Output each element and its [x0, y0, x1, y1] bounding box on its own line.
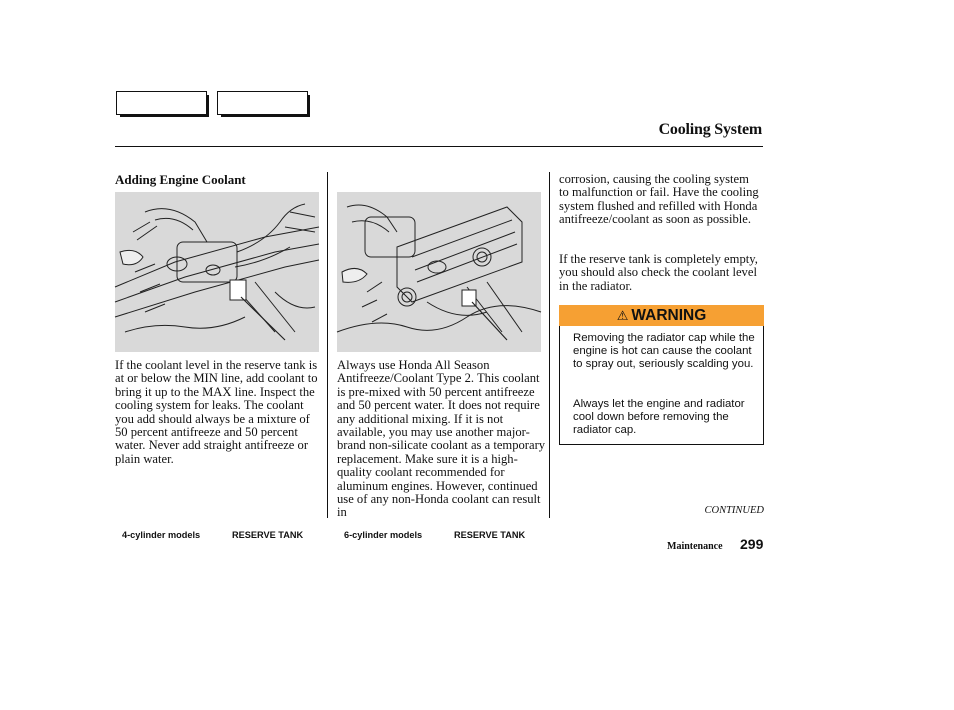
figure-caption-left: 4-cylinder models [122, 530, 201, 540]
nav-tab-2[interactable] [217, 91, 308, 115]
body-paragraph: corrosion, causing the cooling system to malfunction or fail. Have the cooling system flushed and refilled with Honda antifreeze/coolant as soon as possible. [559, 172, 759, 227]
warning-banner [559, 305, 764, 326]
engine-4cyl-drawing [115, 192, 319, 352]
nav-tab-1[interactable] [116, 91, 207, 115]
page-title: Cooling System [658, 121, 762, 138]
figure-caption-left: 6-cylinder models [344, 530, 423, 540]
footer-section: Maintenance [667, 541, 723, 552]
body-paragraph: Always use Honda All Season Antifreeze/Coolant Type 2. This coolant is pre-mixed with 50 percent antifreeze and 50 percent water. It does not require any additional mixing. If it is not available, you may use another major-brand non-silicate coolant as a temporary replacement. Make sure it is a high-quality coolant recommended for aluminum engines. However, continued use of any non-Honda coolant can result in [337, 358, 546, 520]
warning-box [559, 326, 764, 445]
column-divider-2 [549, 172, 550, 518]
section-subheading: Adding Engine Coolant [115, 172, 246, 187]
warning-triangle-icon: ⚠ [616, 307, 629, 323]
continued-label: CONTINUED [704, 505, 764, 516]
column-divider-1 [327, 172, 328, 518]
warning-text: Removing the radiator cap while the engine is hot can cause the coolant to spray out, seriously scalding you. [573, 332, 755, 371]
engine-6cyl-drawing [337, 192, 541, 352]
figure-caption-right: RESERVE TANK [454, 530, 526, 540]
page-number: 299 [740, 536, 764, 552]
body-paragraph: If the reserve tank is completely empty, you should also check the coolant level in the radiator. [559, 252, 758, 293]
warning-label: WARNING [631, 306, 707, 324]
body-paragraph: If the coolant level in the reserve tank is at or below the MIN line, add coolant to bring it up to the MAX line. Inspect the cooling system for leaks. The coolant you add should always be a mixture of 50 percent antifreeze and 50 percent water. Never add straight antifreeze or plain water. [115, 358, 318, 466]
figure-caption-right: RESERVE TANK [232, 530, 304, 540]
header-rule [115, 146, 763, 147]
warning-text: Always let the engine and radiator cool down before removing the radiator cap. [573, 398, 745, 437]
